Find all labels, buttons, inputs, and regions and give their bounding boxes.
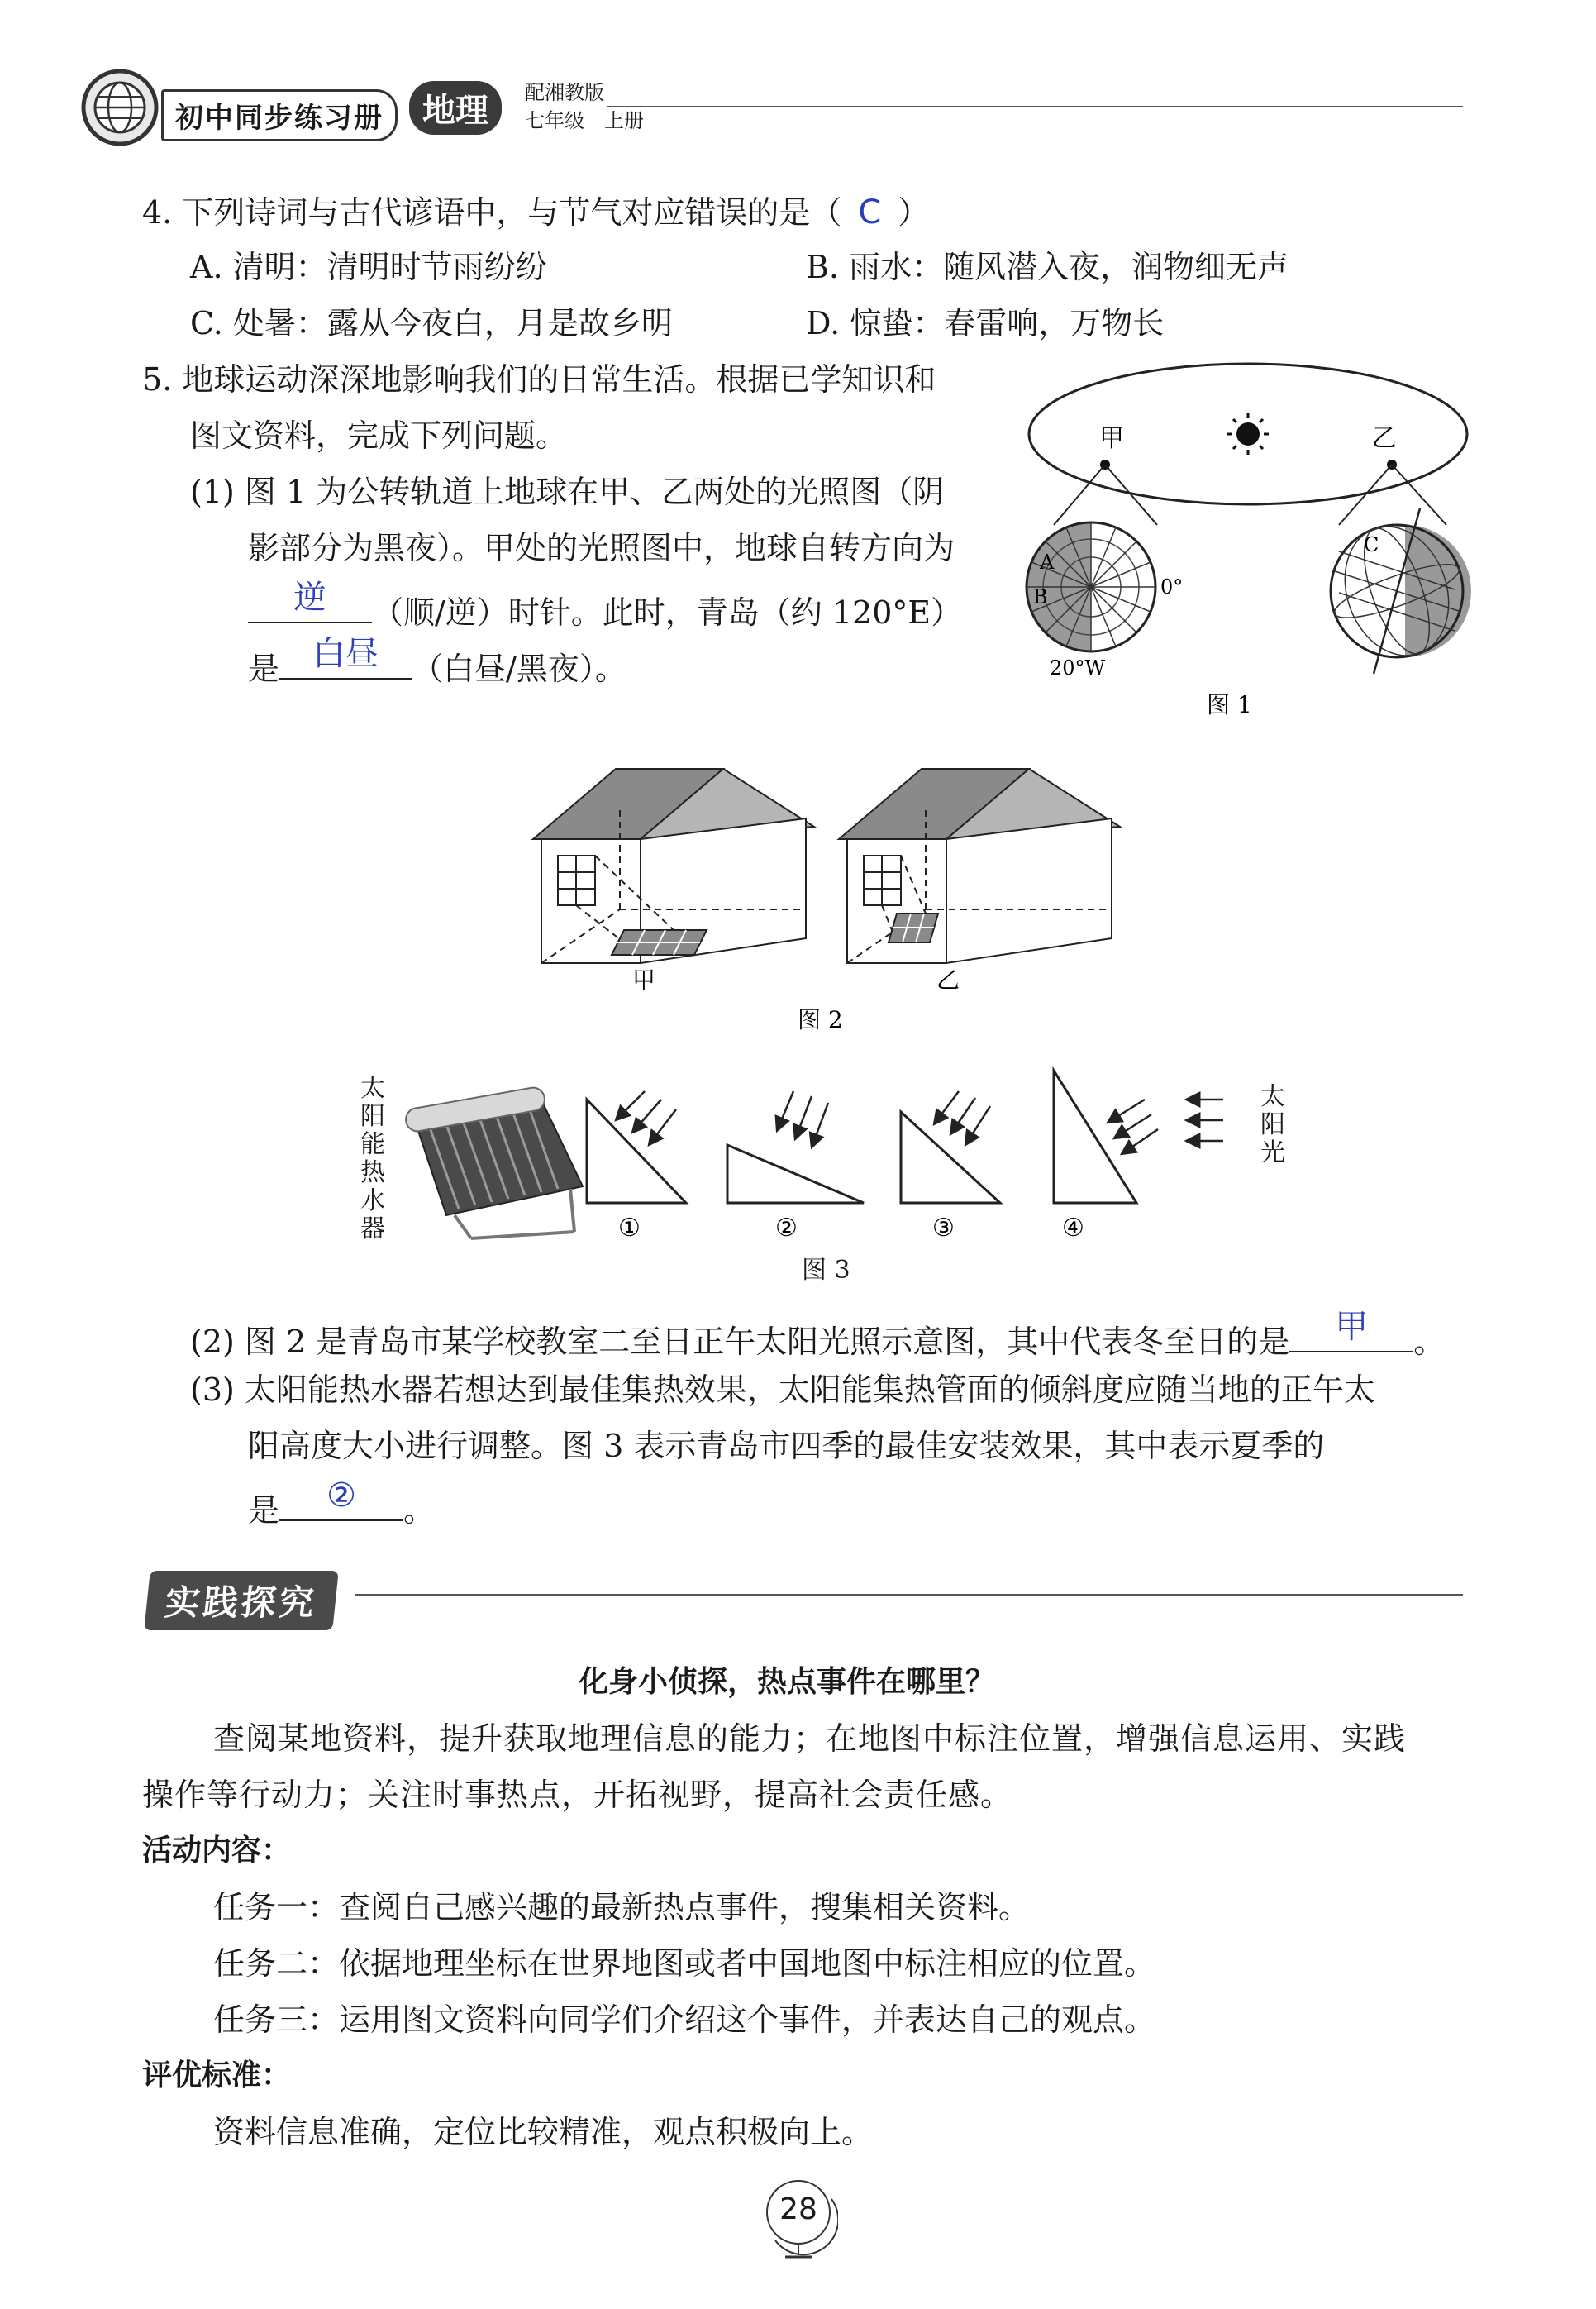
page-header (74, 58, 1463, 149)
q4-answer: C (858, 193, 882, 231)
q4-option-c: C. 处暑：露从今夜白，月是故乡明 (190, 305, 673, 341)
fig3-diagram (570, 1066, 1314, 1298)
section-title-practice: 实践探究 (144, 1571, 339, 1630)
task-3: 任务三：运用图文资料向同学们介绍这个事件，并表达自己的观点。 (213, 2001, 1156, 2038)
task-2: 任务二：依据地理坐标在世界地图或者中国地图中标注相应的位置。 (213, 1945, 1156, 1982)
q4-option-d: D. 惊蛰：春雷响，万物长 (806, 305, 1165, 341)
practice-title: 化身小侦探，热点事件在哪里？ (579, 1665, 996, 1699)
triangle-3 (901, 1091, 1000, 1243)
header-rule (607, 106, 1463, 107)
page-number-badge (759, 2174, 838, 2254)
practice-intro-line1: 查阅某地资料，提升获取地理信息的能力；在地图中标注位置，增强信息运用、实践 (213, 1720, 1407, 1757)
solar-water-heater-image (397, 1083, 595, 1240)
globe-jia (1027, 522, 1183, 680)
q5-p2-answer: 甲 (1335, 1308, 1369, 1346)
triangle-4 (1054, 1071, 1158, 1243)
criteria-text: 资料信息准确，定位比较精准，观点积极向上。 (213, 2114, 874, 2150)
q5-p1-answer2: 白昼 (312, 635, 379, 673)
q5-p1-answer1: 逆 (293, 579, 326, 617)
fig3-label-1: ① (618, 1214, 641, 1243)
fig1-label-c: C (1364, 533, 1379, 556)
criteria-heading: 评优标准： (142, 2059, 292, 2092)
task-1: 任务一：查阅自己感兴趣的最新热点事件，搜集相关资料。 (213, 1889, 1031, 1925)
globe-yi (1327, 508, 1471, 674)
page-number: 28 (779, 2192, 817, 2226)
q5-p1-line1: (1) 图 1 为公转轨道上地球在甲、乙两处的光照图（阴 (190, 474, 945, 510)
q5-p3-line1: (3) 太阳能热水器若想达到最佳集热效果，太阳能集热管面的倾斜度应随当地的正午太 (190, 1372, 1375, 1408)
book-title: 初中同步练习册 (161, 89, 398, 141)
q5-p3-line3: 是 ② 。 (248, 1477, 436, 1529)
fig3-label-2: ② (775, 1214, 798, 1243)
q5-p1-line4: 是 白昼 （白昼/黑夜）。 (248, 635, 626, 687)
q4-stem: 4. 下列诗词与古代谚语中，与节气对应错误的是（ C ） (142, 193, 930, 231)
q4-option-b: B. 雨水：随风潜入夜，润物细无声 (806, 249, 1289, 285)
fig1-label-yi: 乙 (1372, 424, 1397, 453)
house-jia (533, 769, 814, 994)
fig1-label-jia: 甲 (1099, 424, 1124, 453)
q5-p2: (2) 图 2 是青岛市某学校教室二至日正午太阳光照示意图，其中代表冬至日的是 甲 。 (190, 1308, 1446, 1360)
fig1-label-b: B (1033, 585, 1048, 608)
house-yi (839, 769, 1120, 994)
section-rule (355, 1594, 1463, 1596)
activity-heading: 活动内容： (142, 1834, 292, 1868)
fig3-caption: 图 3 (802, 1256, 850, 1285)
q5-p1-blank2 (279, 635, 412, 680)
edition-label: 配湘教版 (525, 81, 604, 104)
triangle-2 (727, 1091, 864, 1243)
fig3-side-label: 太阳能热水器 (360, 1074, 385, 1243)
q4-option-a: A. 清明：清明时节雨纷纷 (190, 249, 547, 285)
globe-logo-icon (74, 66, 165, 149)
fig3-sun-label: 太阳光 (1260, 1082, 1285, 1167)
q5-p3-answer: ② (326, 1477, 356, 1515)
fig3-label-3: ③ (932, 1214, 955, 1243)
fig1-label-0: 0° (1160, 575, 1184, 599)
fig2-label-yi: 乙 (936, 966, 960, 994)
triangle-1 (587, 1091, 686, 1243)
subject-badge: 地理 (409, 81, 502, 135)
figure-3 (355, 1066, 1314, 1298)
fig3-label-4: ④ (1062, 1214, 1084, 1243)
fig1-label-a: A (1040, 551, 1055, 574)
q5-p1-line2: 影部分为黑夜）。甲处的光照图中，地球自转方向为 (248, 530, 955, 566)
q5-stem-line1: 5. 地球运动深深地影响我们的日常生活。根据已学知识和 (142, 361, 936, 398)
sun-icon (1227, 413, 1269, 455)
practice-intro-line2: 操作等行动力；关注时事热点，开拓视野，提高社会责任感。 (142, 1777, 1013, 1813)
fig2-caption: 图 2 (798, 1006, 843, 1033)
q5-p2-blank (1289, 1308, 1413, 1352)
fig1-label-20w: 20°W (1050, 656, 1106, 680)
q5-p3-line2: 阳高度大小进行调整。图 3 表示青岛市四季的最佳安装效果，其中表示夏季的 (248, 1428, 1325, 1464)
grade-label: 七年级 上册 (525, 109, 644, 132)
q5-p1-blank1 (248, 579, 372, 623)
q5-stem-line2: 图文资料，完成下列问题。 (190, 417, 568, 454)
q5-p1-line3: 逆 （顺/逆）时针。此时，青岛（约 120°E） (248, 585, 962, 633)
fig2-label-jia: 甲 (632, 966, 656, 994)
fig1-caption: 图 1 (1207, 691, 1252, 718)
figure-1 (1008, 355, 1488, 728)
figure-2 (525, 748, 1136, 1054)
sunlight-arrows (1186, 1100, 1223, 1141)
